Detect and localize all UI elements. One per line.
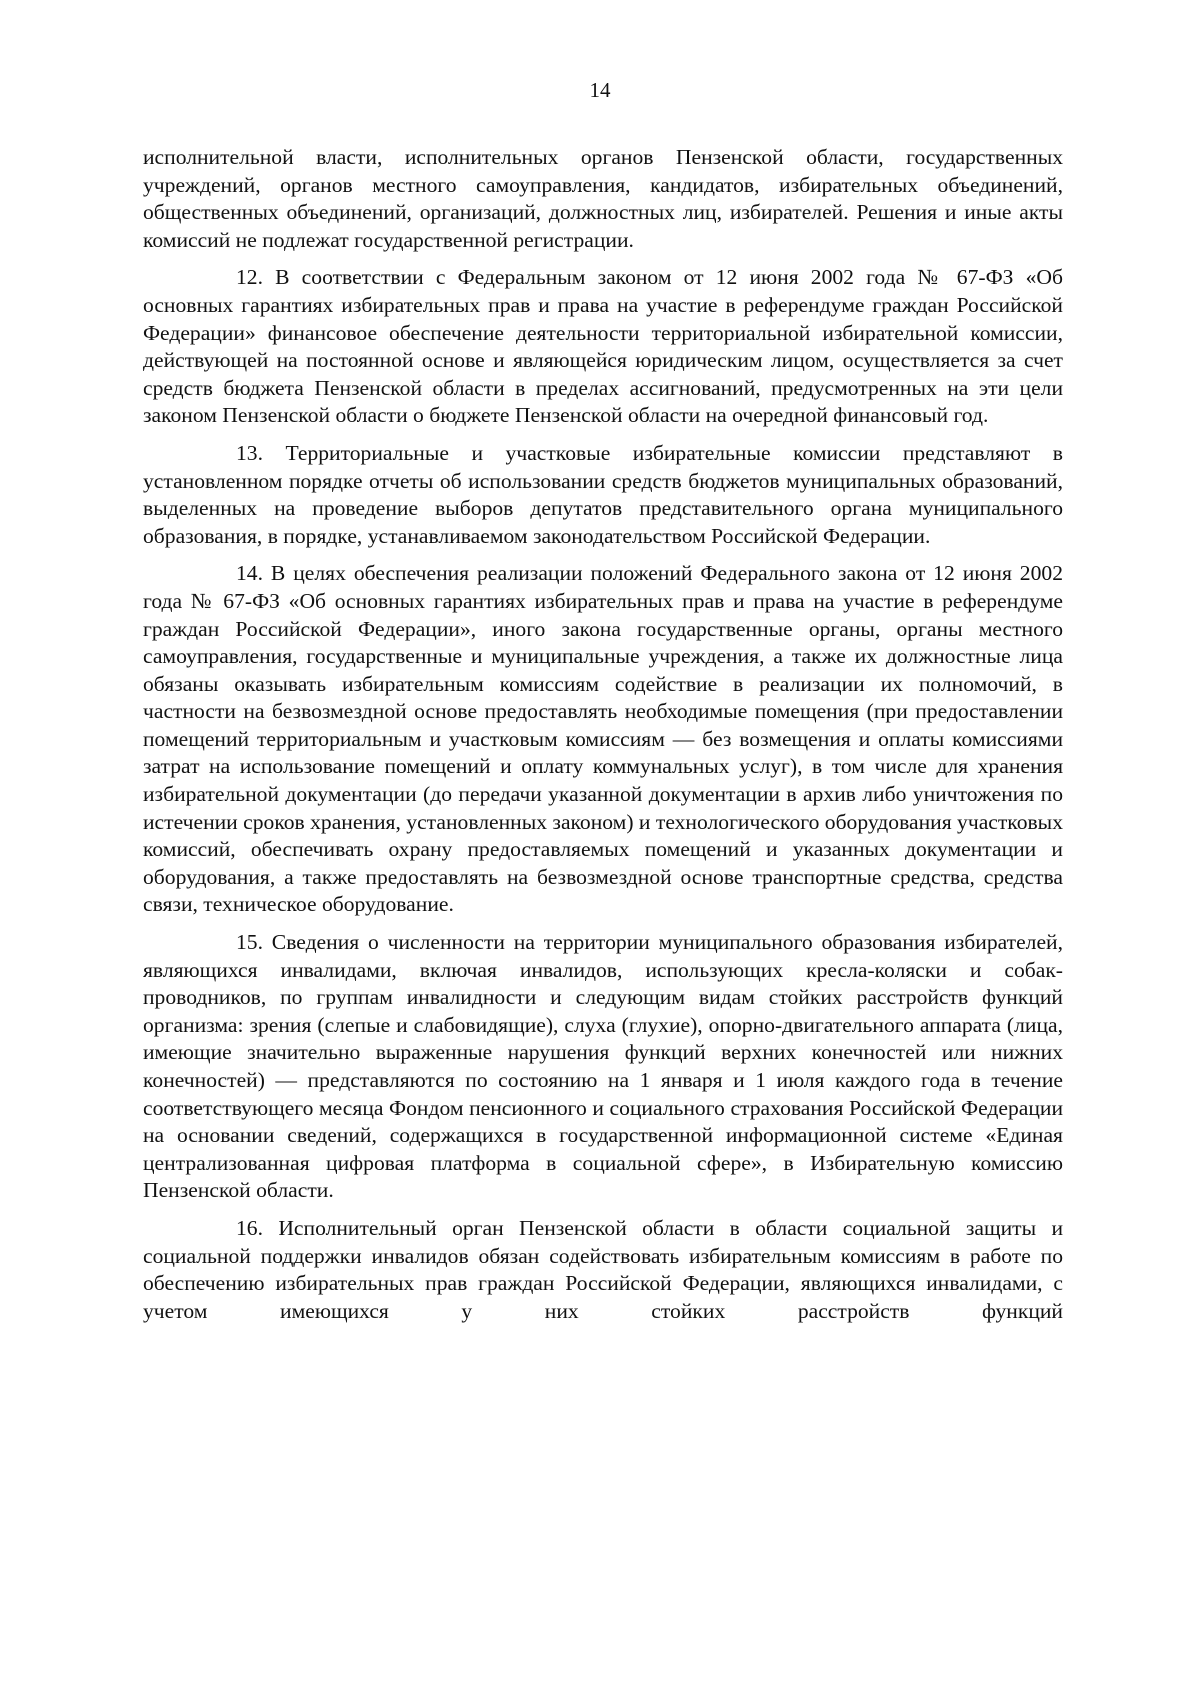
paragraph-16: 16. Исполнительный орган Пензенской области в области социальной защиты и социальной поддержки инвалидов обязан содействовать избирательным комиссиям в работе по обеспечению избирательных прав граждан Российской Федерации, являющихся инвалидами, с учетом имеющихся у них стойких расстройств функций [143,1215,1063,1323]
document-body [143,144,1063,1335]
paragraph-13: 13. Территориальные и участковые избирательные комиссии представляют в установленном порядке отчеты об использовании средств бюджетов муниципальных образований, выделенных на проведение выборов депутатов представительного органа муниципального образования, в порядке, устанавливаемом законодательством Российской Федерации. [143,440,1063,548]
paragraph-15: 15. Сведения о численности на территории муниципального образования избирателей, являющихся инвалидами, включая инвалидов, использующих кресла-коляски и собак-проводников, по группам инвалидности и следующим видам стойких расстройств функций организма: зрения (слепые и слабовидящие), слуха (глухие), опорно-двигательного аппарата (лица, имеющие значительно выраженные нарушения функций верхних конечностей или нижних конечностей) — представляются по состоянию на 1 января и 1 июля каждого года в течение соответствующего месяца Фондом пенсионного и социального страхования Российской Федерации на основании сведений, содержащихся в государственной информационной системе «Единая централизованная цифровая платформа в социальной сфере», в Избирательную комиссию Пензенской области. [143,930,1063,1203]
paragraph-continuation: исполнительной власти, исполнительных органов Пензенской области, государственных учреждений, органов местного самоуправления, кандидатов, избирательных объединений, общественных объединений, организаций, должностных лиц, избирателей. Решения и иные акты комиссий не подлежат государственной регистрации. [143,145,1063,252]
page-number: 14 [589,78,611,102]
paragraph-12: 12. В соответствии с Федеральным законом от 12 июня 2002 года № 67-ФЗ «Об основных гарантиях избирательных прав и права на участие в референдуме граждан Российской Федерации» финансовое обеспечение деятельности территориальной избирательной комиссии, действующей на постоянной основе и являющейся юридическим лицом, осуществляется за счет средств бюджета Пензенской области в пределах ассигнований, предусмотренных на эти цели законом Пензенской области о бюджете Пензенской области на очередной финансовый год. [143,265,1063,428]
paragraph-14: 14. В целях обеспечения реализации положений Федерального закона от 12 июня 2002 года № 67-ФЗ «Об основных гарантиях избирательных прав и права на участие в референдуме граждан Российской Федерации», иного закона государственные органы, органы местного самоуправления, государственные и муниципальные учреждения, а также их должностные лица обязаны оказывать избирательным комиссиям содействие в реализации их полномочий, в частности на безвозмездной основе предоставлять необходимые помещения (при предоставлении помещений территориальным и участковым комиссиям — без возмещения и оплаты комиссиями затрат на использование помещений и оплату коммунальных услуг), в том числе для хранения избирательной документации (до передачи указанной документации в архив либо уничтожения по истечении сроков хранения, установленных законом) и технологического оборудования участковых комиссий, обеспечивать охрану предоставляемых помещений и указанных документации и оборудования, а также предоставлять на безвозмездной основе транспортные средства, средства связи, техническое оборудование. [143,561,1063,917]
